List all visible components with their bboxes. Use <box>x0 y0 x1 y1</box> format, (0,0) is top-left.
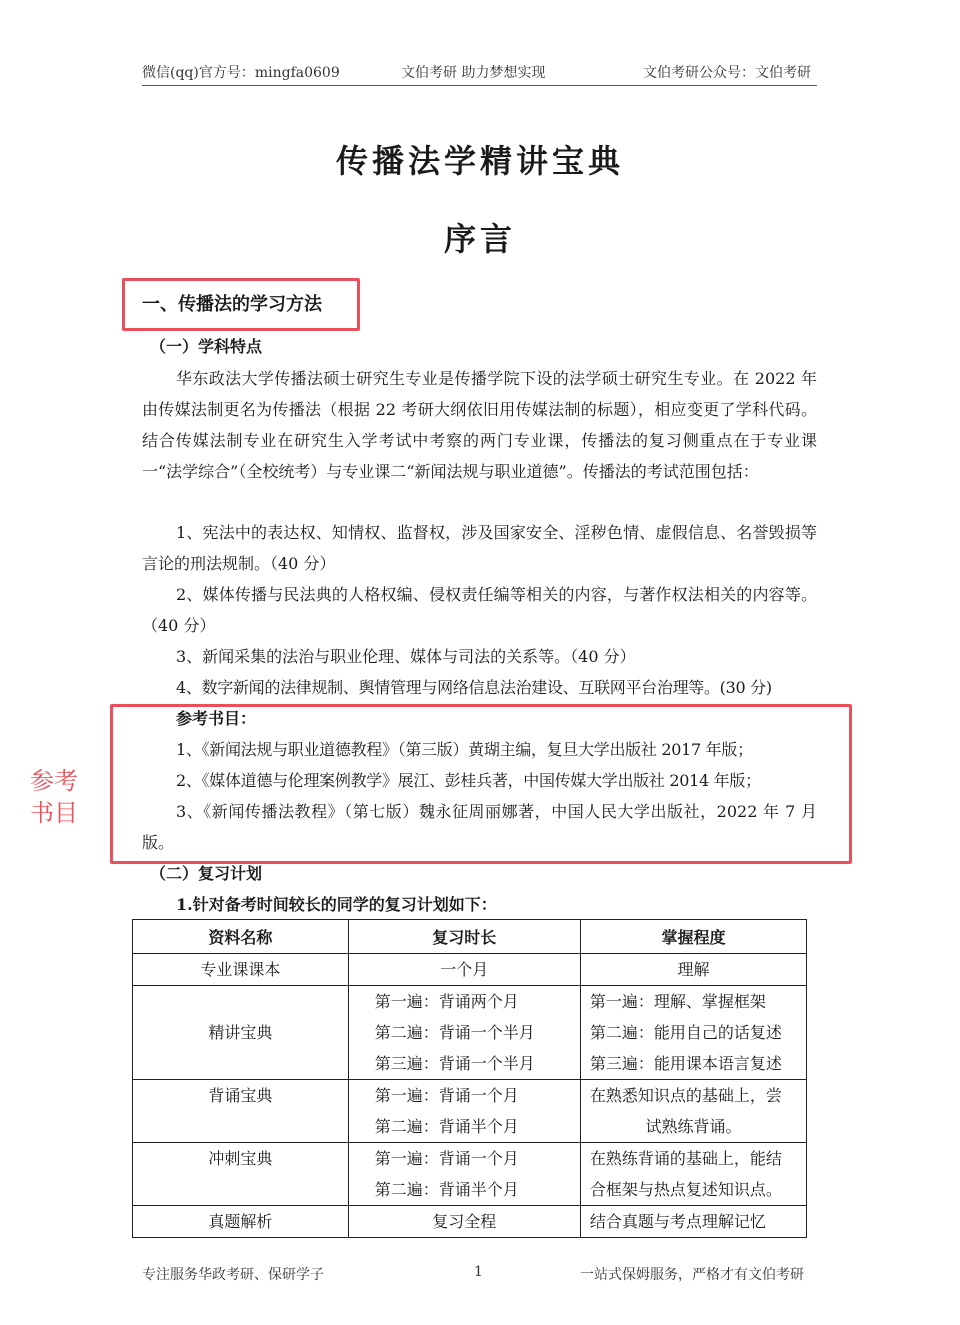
side-note-line1: 参考 <box>30 767 78 795</box>
review-plan-table <box>132 919 807 1238</box>
scope-item-3: 3、新闻采集的法治与职业伦理、媒体与司法的关系等。（40 分） <box>176 647 636 666</box>
cell-text: 第二遍：能用自己的话复述 <box>589 1023 782 1042</box>
header-rule <box>142 85 817 86</box>
cell-text: 第二遍：背诵半个月 <box>374 1117 519 1136</box>
cell-text: 背诵宝典 <box>208 1086 273 1105</box>
scope-item-1: 1、宪法中的表达权、知情权、监督权，涉及国家安全、淫秽色情、虚假信息、名誉毁损等言论的刑法规制。（40 分） <box>142 523 817 573</box>
reference-book-2: 2、《媒体道德与伦理案例教学》展江、彭桂兵著，中国传媒大学出版社 2014 年版； <box>176 771 761 790</box>
intro-paragraph: 华东政法大学传播法硕士研究生专业是传播学院下设的法学硕士研究生专业。在 2022 年由传媒法制更名为传播法（根据 22 考研大纲依旧用传媒法制的标题），相应变更了学科代码。结合传媒法制专业在研究生入学考试中考察的两门专业课，传播法的复习侧重点在于专业课一“法学综合”（全校统考）与专业课二“新闻法规与职业道德”。传播法的考试范围包括： <box>142 369 817 481</box>
scope-item-4: 4、数字新闻的法律规制、舆情管理与网络信息法治建设、互联网平台治理等。(30 分) <box>176 678 772 697</box>
row-duration <box>348 1143 580 1206</box>
cell-text: 结合真题与考点理解记忆 <box>589 1212 766 1231</box>
footer-left: 专注服务华政考研、保研学子 <box>142 1267 324 1283</box>
row-mastery <box>580 1143 806 1206</box>
header-center: 文伯考研 助力梦想实现 <box>401 65 546 81</box>
row-mastery <box>580 954 806 986</box>
header-left: 微信(qq)官方号：mingfa0609 <box>142 65 340 81</box>
reference-book-1: 1、《新闻法规与职业道德教程》（第三版）黄瑚主编，复旦大学出版社 2017 年版； <box>176 740 753 759</box>
header-mastery: 掌握程度 <box>580 920 806 954</box>
row-material <box>133 1206 349 1238</box>
reference-book-3: 3、《新闻传播法教程》（第七版）魏永征周丽娜著，中国人民大学出版社，2022 年 7 月版。 <box>142 802 817 852</box>
cell-text: 第二遍：背诵一个半月 <box>374 1023 535 1042</box>
cell-text: 一个月 <box>440 960 489 979</box>
cell-text: 冲刺宝典 <box>208 1149 273 1168</box>
scope-item-2: 2、媒体传播与民法典的人格权编、侵权责任编等相关的内容，与著作权法相关的内容等。（40 分） <box>142 585 817 635</box>
row-material <box>133 1143 349 1206</box>
cell-text: 第二遍：背诵半个月 <box>374 1180 519 1199</box>
reference-books-label: 参考书目： <box>176 709 257 728</box>
section-heading: 一、传播法的学习方法 <box>142 294 322 315</box>
document-title: 传播法学精讲宝典 <box>335 142 624 180</box>
cell-text: 第一遍：背诵两个月 <box>374 992 519 1011</box>
cell-text: 精讲宝典 <box>208 1023 273 1042</box>
cell-text: 专业课课本 <box>200 960 281 979</box>
row-mastery <box>580 1206 806 1238</box>
table-row <box>133 986 807 1080</box>
preface-title: 序言 <box>443 220 516 258</box>
row-duration <box>348 1206 580 1238</box>
cell-text: 第一遍：背诵一个月 <box>374 1149 519 1168</box>
footer-right: 一站式保姆服务，严格才有文伯考研 <box>580 1267 804 1283</box>
cell-text: 第一遍：理解、掌握框架 <box>589 992 766 1011</box>
table-row <box>133 1206 807 1238</box>
table-row <box>133 954 807 986</box>
row-material <box>133 954 349 986</box>
cell-text: 第一遍：背诵一个月 <box>374 1086 519 1105</box>
cell-text: 理解 <box>677 960 710 979</box>
header-duration: 复习时长 <box>348 920 580 954</box>
cell-text: 合框架与热点复述知识点。 <box>589 1180 782 1199</box>
cell-text: 复习全程 <box>432 1212 497 1231</box>
cell-text: 在熟练背诵的基础上，能结 <box>589 1149 782 1168</box>
cell-text: 试熟练背诵。 <box>645 1117 742 1136</box>
row-mastery <box>580 1080 806 1143</box>
row-duration <box>348 986 580 1080</box>
header-right: 文伯考研公众号：文伯考研 <box>643 65 811 81</box>
header-material: 资料名称 <box>133 920 349 954</box>
plan-intro: 1.针对备考时间较长的同学的复习计划如下： <box>176 895 497 914</box>
side-note-line2: 书目 <box>30 799 78 827</box>
cell-text: 在熟悉知识点的基础上，尝 <box>589 1086 782 1105</box>
row-material <box>133 986 349 1080</box>
cell-text: 真题解析 <box>208 1212 273 1231</box>
row-material <box>133 1080 349 1143</box>
cell-text: 第三遍：能用课本语言复述 <box>589 1054 782 1073</box>
table-header-row <box>133 920 807 954</box>
row-duration <box>348 1080 580 1143</box>
page-number: 1 <box>474 1264 483 1280</box>
subsection-plan: （二）复习计划 <box>150 864 263 883</box>
row-duration <box>348 954 580 986</box>
table-row <box>133 1080 807 1143</box>
cell-text: 第三遍：背诵一个半月 <box>374 1054 535 1073</box>
subsection-features: （一）学科特点 <box>150 337 263 356</box>
table-row <box>133 1143 807 1206</box>
row-mastery <box>580 986 806 1080</box>
